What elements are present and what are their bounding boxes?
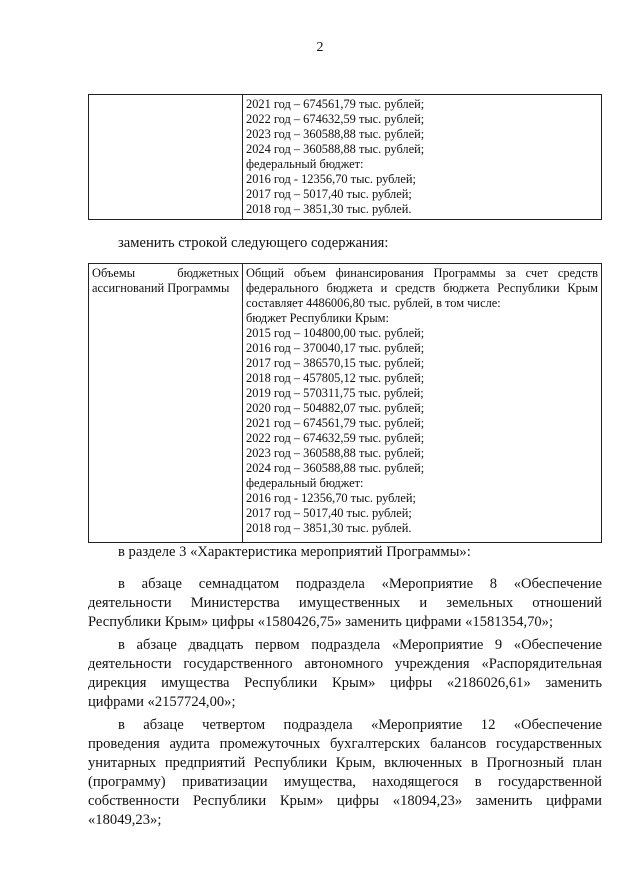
intro-line: составляет 4486006,80 тыс. рублей, в том числе: (246, 296, 501, 310)
budget-line: бюджет Республики Крым: (246, 311, 389, 325)
budget-line: 2023 год – 360588,88 тыс. рублей; (246, 446, 425, 460)
para-line: деятельности Министерства имущественных и земельных отношений (88, 595, 602, 611)
para-line: в абзаце двадцать первом подраздела «Мероприятие 9 «Обеспечение (118, 637, 602, 653)
replace-instruction: заменить строкой следующего содержания: (118, 235, 389, 251)
para-line: в абзаце четвертом подраздела «Мероприятие 12 «Обеспечение (118, 717, 602, 733)
new-row-values-cell (243, 264, 602, 543)
page-number: 2 (316, 40, 324, 55)
section3-heading: в разделе 3 «Характеристика мероприятий Программы»: (118, 544, 471, 560)
old-budget-line: 2023 год – 360588,88 тыс. рублей; (246, 127, 425, 141)
old-budget-line: федеральный бюджет: (246, 157, 364, 171)
para-line: в абзаце семнадцатом подраздела «Мероприятие 8 «Обеспечение (118, 576, 602, 592)
para-line: проведения аудита промежуточных бухгалтерских балансов государственных (88, 736, 602, 752)
budget-line: 2021 год – 674561,79 тыс. рублей; (246, 416, 425, 430)
old-row-values-cell (243, 95, 602, 220)
old-budget-line: 2024 год – 360588,88 тыс. рублей; (246, 142, 425, 156)
row-label-line: ассигнований Программы (92, 281, 230, 295)
row-label-line: Объемы бюджетных (92, 266, 239, 280)
para-line: собственности Республики Крым» цифры «18094,23» заменить цифрами (88, 793, 602, 809)
budget-line: 2016 год – 370040,17 тыс. рублей; (246, 341, 425, 355)
budget-line: 2015 год – 104800,00 тыс. рублей; (246, 326, 425, 340)
old-budget-table (88, 94, 602, 220)
budget-line: 2017 год – 386570,15 тыс. рублей; (246, 356, 425, 370)
intro-line: федерального бюджета и средств бюджета Республики Крым (246, 281, 598, 295)
new-row-label-cell (89, 264, 243, 543)
budget-line: 2024 год – 360588,88 тыс. рублей; (246, 461, 425, 475)
budget-line: 2020 год – 504882,07 тыс. рублей; (246, 401, 425, 415)
para-line: унитарных предприятий Республики Крым, включенных в Прогнозный план (88, 755, 602, 771)
budget-line: 2018 год – 457805,12 тыс. рублей; (246, 371, 425, 385)
paragraph-measure-12 (88, 716, 602, 830)
para-line: деятельности государственного автономного учреждения «Распорядительная (88, 656, 602, 672)
budget-line: федеральный бюджет: (246, 476, 364, 490)
budget-line: 2019 год – 570311,75 тыс. рублей; (246, 386, 424, 400)
intro-line: Общий объем финансирования Программы за счет средств (246, 266, 598, 280)
para-line: дирекция имущества Республики Крым» цифры «2186026,61» заменить (88, 675, 602, 691)
budget-line: 2017 год – 5017,40 тыс. рублей; (246, 506, 412, 520)
paragraph-measure-9 (88, 636, 602, 712)
old-budget-line: 2022 год – 674632,59 тыс. рублей; (246, 112, 425, 126)
budget-line: 2022 год – 674632,59 тыс. рублей; (246, 431, 425, 445)
para-line: Республики Крым» цифры «1580426,75» заменить цифрами «1581354,70»; (88, 614, 554, 630)
para-line: «18049,23»; (88, 812, 162, 828)
paragraph-measure-8 (88, 575, 602, 632)
para-line: (программу) приватизации имущества, находящегося в государственной (88, 774, 602, 790)
budget-line: 2016 год - 12356,70 тыс. рублей; (246, 491, 416, 505)
old-row-label-cell (89, 95, 243, 220)
old-budget-line: 2018 год – 3851,30 тыс. рублей. (246, 202, 412, 216)
para-line: цифрами «2157724,00»; (88, 694, 236, 710)
old-budget-line: 2017 год – 5017,40 тыс. рублей; (246, 187, 412, 201)
new-budget-table (88, 263, 602, 543)
old-budget-line: 2016 год - 12356,70 тыс. рублей; (246, 172, 416, 186)
budget-line: 2018 год – 3851,30 тыс. рублей. (246, 521, 412, 535)
old-budget-line: 2021 год – 674561,79 тыс. рублей; (246, 97, 425, 111)
